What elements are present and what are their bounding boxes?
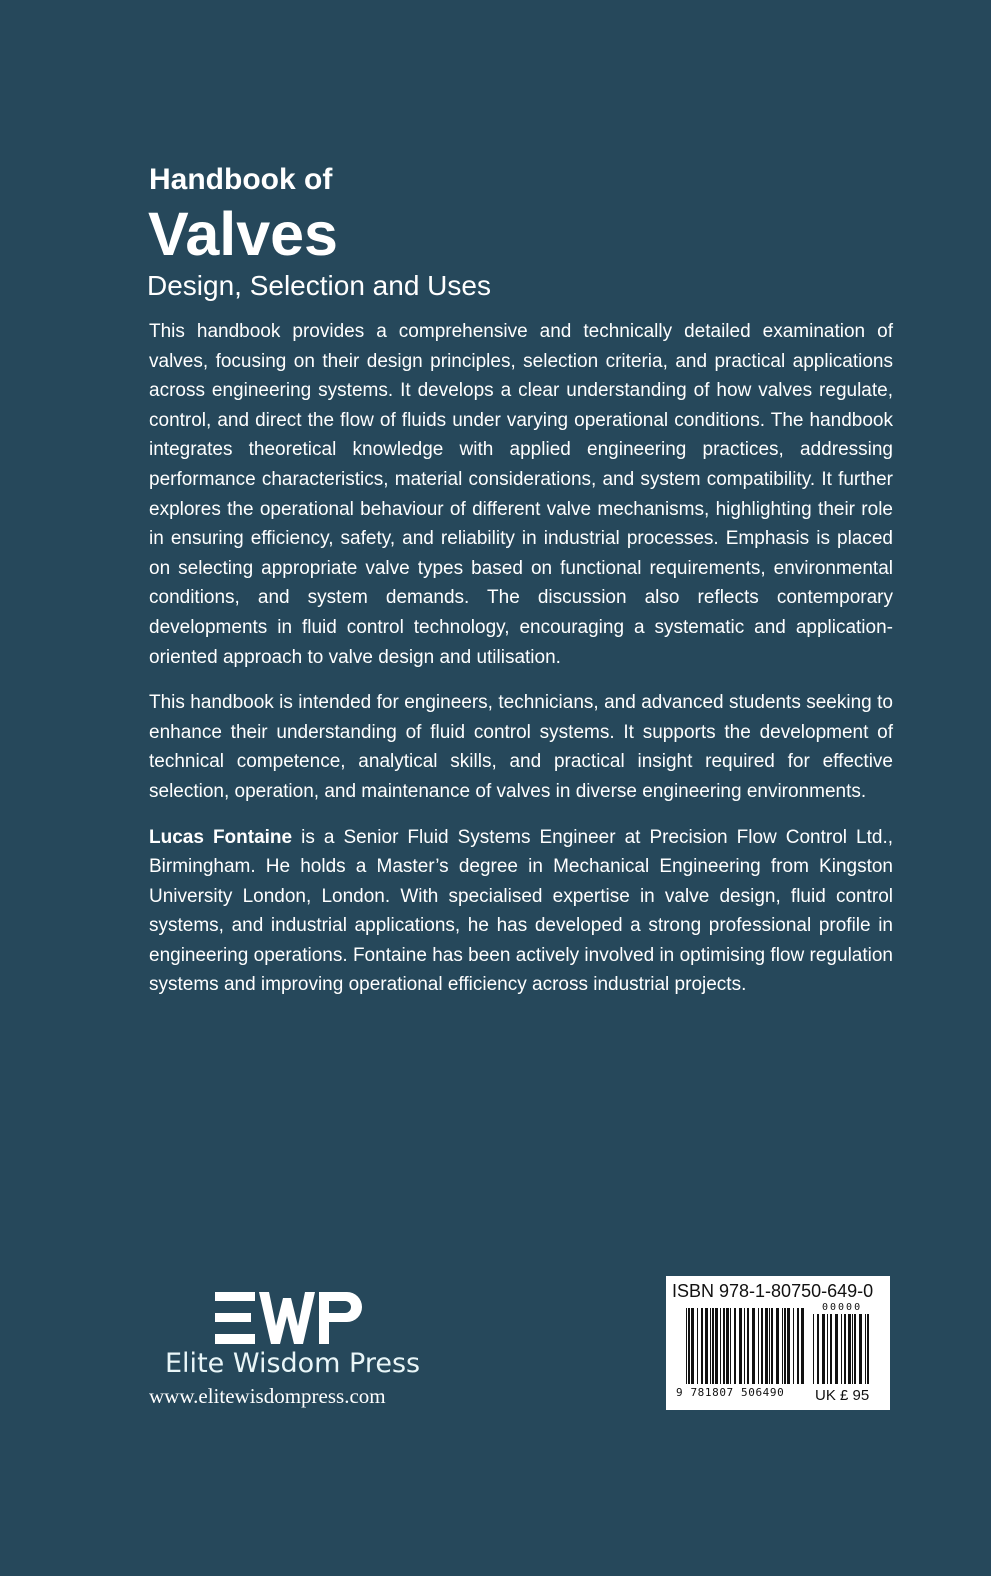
book-title: Valves (148, 200, 338, 268)
publisher-logo (215, 1292, 365, 1344)
title-prefix: Handbook of (149, 163, 333, 196)
publisher-name: Elite Wisdom Press (165, 1348, 421, 1379)
blurb (149, 317, 893, 1016)
author-bio (149, 823, 893, 1001)
book-subtitle: Design, Selection and Uses (147, 270, 491, 301)
price-label: UK £ 95 (815, 1387, 870, 1404)
publisher-block (149, 1292, 449, 1408)
description-paragraph-1: This handbook provides a comprehensive and technically detailed examination of valves, focusing on their design principles, selection criteria, and practical applications across engineering systems. It develops a clear understanding of how valves regulate, control, and direct the flow of fluids under varying operational conditions. The handbook integrates theoretical knowledge with applied engineering practices, addressing performance characteristics, material considerations, and system compatibility. It further explores the operational behaviour of different valve mechanisms, highlighting their role in ensuring efficiency, safety, and reliability in industrial processes. Emphasis is placed on selecting appropriate valve types based on functional requirements, environmental conditions, and system demands. The discussion also reflects contemporary developments in fluid control technology, encouraging a systematic and application-oriented approach to valve design and utilisation. (149, 321, 893, 668)
barcode-addon-digits: 00000 (822, 1302, 863, 1313)
publisher-url[interactable]: www.elitewisdompress.com (149, 1384, 386, 1408)
barcode-panel (666, 1276, 890, 1410)
barcode-digits: 9 781807 506490 (676, 1386, 785, 1399)
description-paragraph-2: This handbook is intended for engineers, technicians, and advanced students seeking to enhance their understanding of fluid control systems. It supports the development of technical competence, analytical skills, and practical insight required for effective selection, operation, and maintenance of valves in diverse engineering environments. (149, 692, 893, 802)
author-name: Lucas Fontaine (149, 826, 293, 848)
isbn-label: ISBN 978-1-80750-649-0 (672, 1281, 874, 1301)
title-block (149, 160, 894, 304)
author-bio-text: is a Senior Fluid Systems Engineer at Precision Flow Control Ltd., Birmingham. He holds a Master’s degree in Mechanical Engineering from Kingston University London, London. With specialised expertise in valve design, fluid control systems, and industrial applications, he has developed a strong professional profile in engineering operations. Fontaine has been actively involved in optimising flow regulation systems and improving operational efficiency across industrial projects. (149, 826, 893, 996)
